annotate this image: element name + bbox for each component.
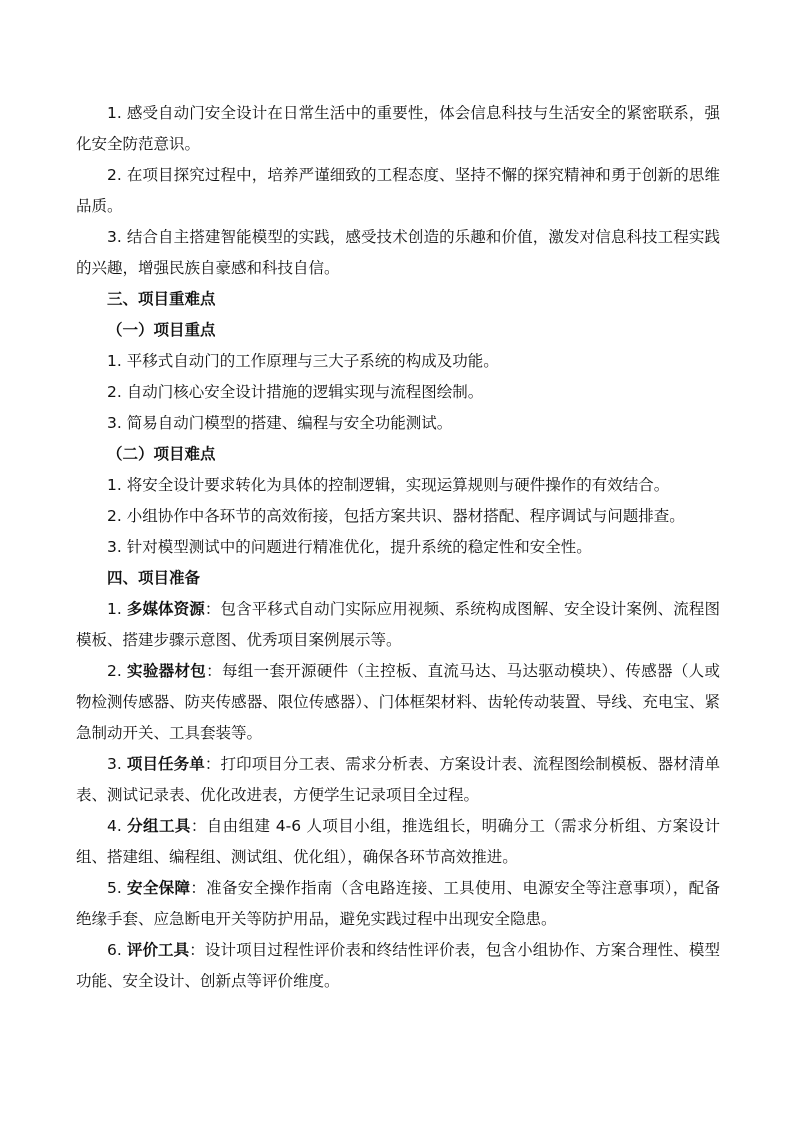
- prep-item-number: 4.: [107, 817, 128, 835]
- key-point-3: 3. 简易自动门模型的搭建、编程与安全功能测试。: [107, 414, 453, 432]
- subheading-difficult-points: （二）项目难点: [107, 445, 216, 463]
- prep-item-text: ：每组一套开源硬件（主控板、直流马达、马达驱动模块）、传感器（人或物检测传感器、防夹传感器、限位传感器）、门体框架材料、齿轮传动装置、导线、充电宝、紧急制动开关、工具套装等。: [76, 662, 720, 742]
- prep-item-number: 2.: [107, 662, 128, 680]
- key-point-1: 1. 平移式自动门的工作原理与三大子系统的构成及功能。: [107, 352, 499, 370]
- prep-item-text: ：设计项目过程性评价表和终结性评价表，包含小组协作、方案合理性、模型功能、安全设计、创新点等评价维度。: [76, 941, 720, 990]
- goal-paragraph-2: 2. 在项目探究过程中，培养严谨细致的工程态度、坚持不懈的探究精神和勇于创新的思维品质。: [76, 166, 720, 215]
- prep-item-number: 6.: [107, 941, 127, 959]
- prep-item-text: ：包含平移式自动门实际应用视频、系统构成图解、安全设计案例、流程图模板、搭建步骤示意图、优秀项目案例展示等。: [76, 600, 720, 649]
- prep-item-label: 评价工具: [126, 941, 190, 959]
- subheading-key-points: （一）项目重点: [107, 321, 216, 339]
- prep-item-number: 5.: [107, 879, 128, 897]
- prep-item-label: 实验器材包: [127, 662, 207, 680]
- prep-item-number: 3.: [107, 755, 127, 773]
- difficult-point-2: 2. 小组协作中各环节的高效衔接，包括方案共识、器材搭配、程序调试与问题排查。: [107, 507, 685, 525]
- prep-item-label: 多媒体资源: [126, 600, 205, 618]
- prep-item-2: [76, 656, 720, 749]
- prep-item-6: [76, 935, 720, 997]
- prep-item-text: ：自由组建 4-6 人项目小组，推选组长，明确分工（需求分析组、方案设计组、搭建组、编程组、测试组、优化组），确保各环节高效推进。: [76, 817, 720, 866]
- difficult-point-1: 1. 将安全设计要求转化为具体的控制逻辑，实现运算规则与硬件操作的有效结合。: [107, 476, 670, 494]
- prep-item-3: [76, 749, 720, 811]
- prep-item-number: 1.: [107, 600, 127, 618]
- prep-item-4: [76, 811, 720, 873]
- goal-paragraph-3: 3. 结合自主搭建智能模型的实践，感受技术创造的乐趣和价值，激发对信息科技工程实践的兴趣，增强民族自豪感和科技自信。: [76, 228, 720, 277]
- prep-item-label: 安全保障: [127, 879, 191, 897]
- prep-item-text: ：打印项目分工表、需求分析表、方案设计表、流程图绘制模板、器材清单表、测试记录表、优化改进表，方便学生记录项目全过程。: [76, 755, 720, 804]
- section-heading-preparation: 四、项目准备: [107, 569, 201, 587]
- difficult-point-3: 3. 针对模型测试中的问题进行精准优化，提升系统的稳定性和安全性。: [107, 538, 592, 556]
- prep-item-1: [76, 594, 720, 656]
- key-point-2: 2. 自动门核心安全设计措施的逻辑实现与流程图绘制。: [107, 383, 484, 401]
- goal-paragraph-1: 1. 感受自动门安全设计在日常生活中的重要性，体会信息科技与生活安全的紧密联系，强化安全防范意识。: [76, 104, 720, 153]
- prep-item-text: ：准备安全操作指南（含电路连接、工具使用、电源安全等注意事项），配备绝缘手套、应急断电开关等防护用品，避免实践过程中出现安全隐患。: [76, 879, 720, 928]
- prep-item-5: [76, 873, 720, 935]
- prep-item-label: 分组工具: [127, 817, 191, 835]
- prep-item-label: 项目任务单: [126, 755, 205, 773]
- section-heading-key-difficult: 三、项目重难点: [107, 290, 216, 308]
